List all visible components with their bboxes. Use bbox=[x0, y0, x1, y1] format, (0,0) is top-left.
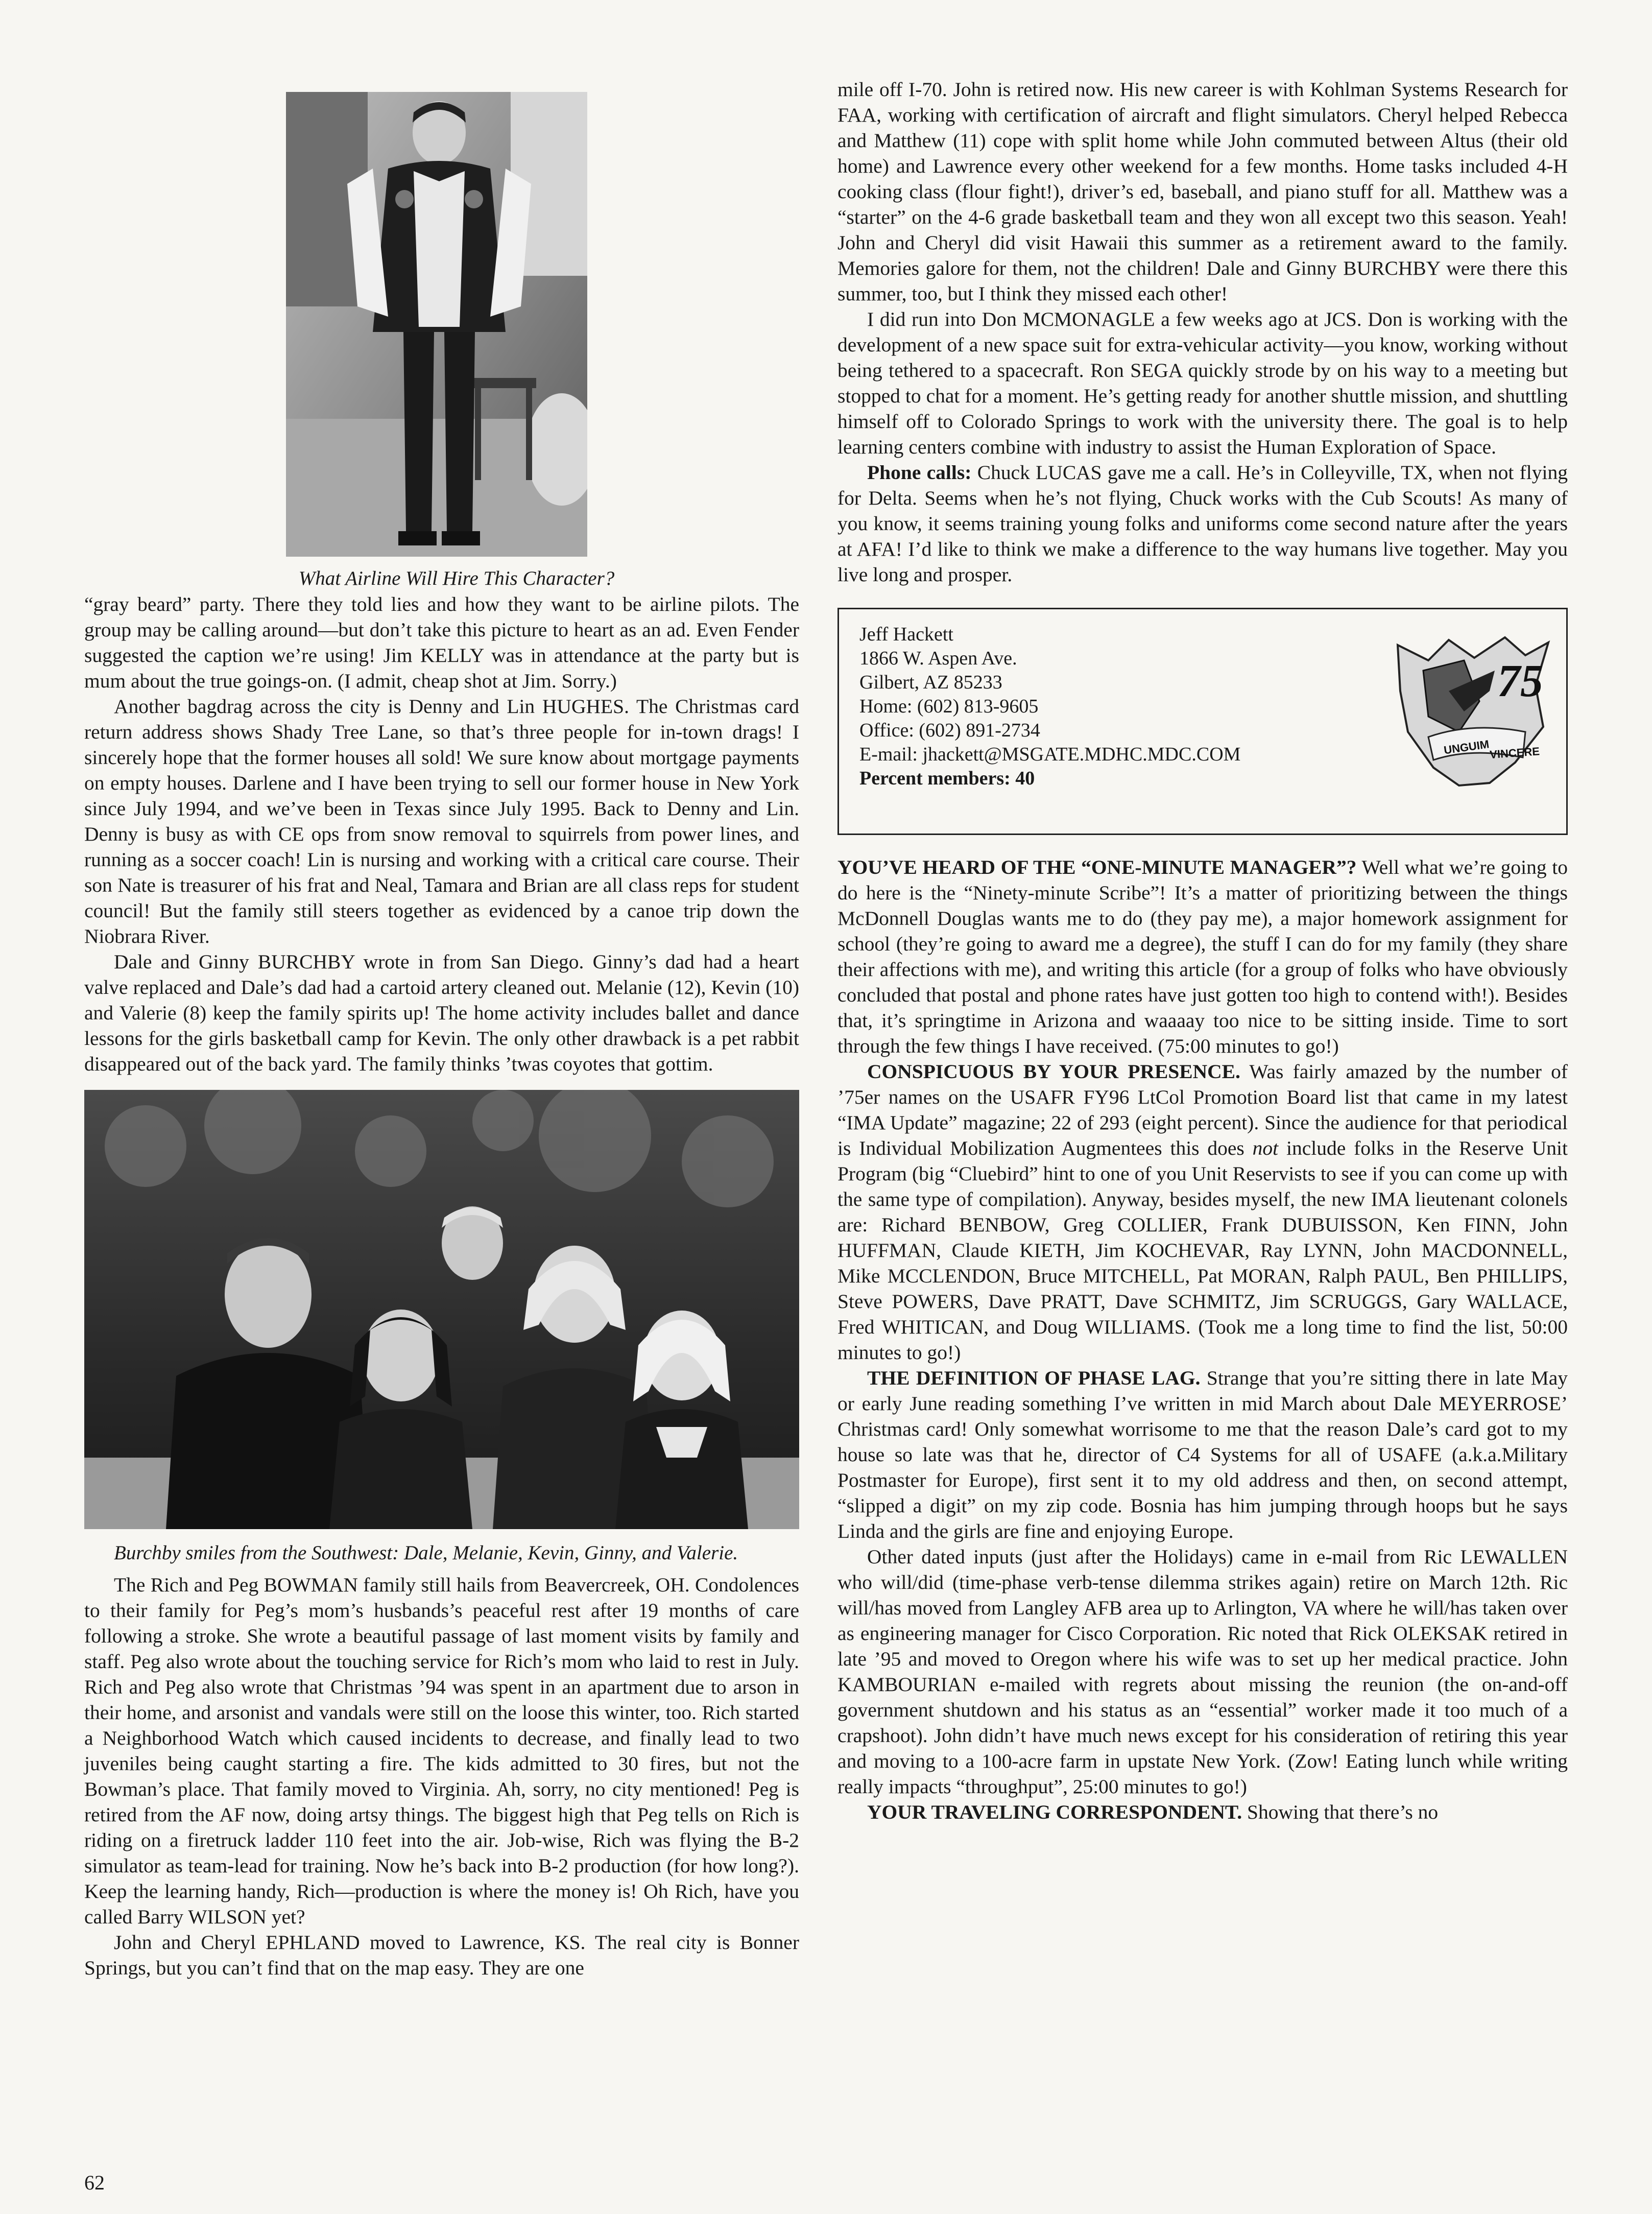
crest-year: 75 bbox=[1497, 656, 1543, 706]
page-number: 62 bbox=[84, 2171, 105, 2194]
left-column bbox=[84, 77, 799, 1981]
left-paragraph: Another bagdrag across the city is Denny and Lin HUGHES. The Christmas card return address shows Shady Tree Lane, so that’s three people for in-town drags! I sincerely hope that the former houses all sold! We sure know about mortgage payments on empty houses. Darlene and I have been trying to sell our former house in New York since July 1994, and we’ve been in Texas since July 1995. Back to Denny and Lin. Denny is busy as with CE ops from snow removal to squirrels from power lines, and running as a soccer coach! Lin is nursing and working with a critical care course. Their son Nate is treasurer of his frat and Neal, Tamara and Brian are all class reps for student council! But the family still steers together as evidenced by a canoe trip down the Niobrara River. bbox=[84, 695, 799, 947]
left-paragraph: Dale and Ginny BURCHBY wrote in from San Diego. Ginny’s dad had a heart valve replaced and Dale’s dad had a cartoid artery cleaned out. Melanie (12), Kevin (10) and Valerie (8) keep the family spirits up! The home activity includes ballet and dance lessons for the girls basketball camp for Kevin. The only other drawback is a pet rabbit disappeared out of the back yard. The family thinks ’twas coyotes that gottim. bbox=[84, 950, 799, 1075]
section-text-italic: not bbox=[1252, 1137, 1279, 1159]
photo-burchby-family-caption: Burchby smiles from the Southwest: Dale, Melanie, Kevin, Ginny, and Valerie. bbox=[114, 1542, 738, 1564]
right-paragraph: I did run into Don MCMONAGLE a few weeks ago at JCS. Don is working with the development of a new space suit for extra-vehicular activity—you know, working without being tethered to a spacecraft. Ron SEGA quickly strode by on his way to a meeting but stopped to chat for a moment. He’s getting ready for another shuttle mission, and shuttling himself off to Colorado Springs to work with the university there. The goal is to help learning centers combine with industry to assist the Human Exploration of Space. bbox=[837, 308, 1568, 458]
section-text: Strange that you’re sitting there in late May or early June reading something I’ve written in mid March about Dale MEYERROSE’ Christmas card! Only somewhat worrisome to me that the reason Dale’s card got to my house so late was that he, director of C4 Systems for all of USAFE (a.k.a.Military Postmaster for Europe), first sent it to my old address and then, on second attempt, “slipped a digit” on my zip code. Bosnia has him jumping through hoops but he says Linda and the girls are fine and enjoying Europe. bbox=[837, 1367, 1568, 1542]
contact-home-phone: Home: (602) 813-9605 bbox=[859, 696, 1039, 717]
right-paragraph: mile off I-70. John is retired now. His new career is with Kohlman Systems Research for FAA, working with certification of aircraft and flight simulators. Cheryl helped Rebecca and Matthew (11) cope with split home while John commuted between Altus (their old home) and Lawrence every other weekend for a few months. Home tasks included 4-H cooking class (flour fight!), driver’s ed, baseball, and piano stuff for all. Matthew was a “starter” on the 4-6 grade basketball team and they won all except two this season. Yeah! John and Cheryl did visit Hawaii this summer as a retirement award to the family. Memories galore for them, not the children! Dale and Ginny BURCHBY were there this summer, too, but I think they missed each other! bbox=[837, 78, 1568, 305]
class-crest-logo bbox=[1387, 630, 1556, 798]
section-text: Well what we’re going to do here is the “Ninety-minute Scribe”! It’s a matter of prioritizing between the things McDonnell Douglas wants me to do (they pay me), a major homework assignment for school (they’re going to award me a degree), the stuff I can do for my family (they share their affections with me), and writing this article (for a group of folks who have obviously concluded that postal and phone rates have just gotten too high to contend with!). Besides that, it’s springtime in Arizona and waaaay too nice to be sitting inside. Time to sort through the few things I have received. (75:00 minutes to go!) bbox=[837, 856, 1568, 1057]
section-text: Chuck LUCAS gave me a call. He’s in Colleyville, TX, when not flying for Delta. Seems when he’s not flying, Chuck works with the Cub Scouts! As many of you know, it seems training young folks and uniforms come second nature after the years at AFA! I’d like to think we make a difference to the way humans live together. May you live long and prosper. bbox=[837, 461, 1568, 586]
right-paragraph-phase-lag bbox=[837, 1365, 1568, 1544]
section-text: Was fairly amazed by the number of ’75er names on the USAFR FY96 LtCol Promotion Board list that came in my latest “IMA Update” magazine; 22 of 293 (eight percent). Since the audience for that periodical is Individual Mobilization Augmentees this does bbox=[837, 1060, 1568, 1159]
photo-airline-character bbox=[286, 92, 587, 557]
contact-email[interactable]: E-mail: jhackett@MSGATE.MDHC.MDC.COM bbox=[859, 744, 1241, 765]
photo-airline-character-image bbox=[286, 92, 587, 557]
contact-box bbox=[837, 608, 1568, 835]
section-heading: CONSPICUOUS BY YOUR PRESENCE. bbox=[867, 1060, 1240, 1083]
section-text: include folks in the Reserve Unit Program (big “Cluebird” hint to one of you Unit Reservists to see if you can come up with the same type of compilation). Anyway, besides myself, the new IMA lieutenant colonels are: Richard BENBOW, Greg COLLIER, Frank DUBUISSON, Ken FINN, John HUFFMAN, Claude KIETH, Jim KOCHEVAR, Ray LYNN, John MACDONNELL, Mike MCCLENDON, Bruce MITCHELL, Pat MORAN, Ralph PAUL, Ben PHILLIPS, Steve POWERS, Dave PRATT, Dave SCHMITZ, Jim SCRUGGS, Gary WALLACE, Fred WHITICAN, and Doug WILLIAMS. (Took me a long time to find the list, 50:00 minutes to go!) bbox=[837, 1137, 1568, 1364]
right-column bbox=[837, 77, 1568, 1825]
photo-burchby-family-image bbox=[84, 1090, 799, 1529]
crest-motto-2: VINCERE bbox=[1489, 745, 1540, 761]
photo-airline-character-caption: What Airline Will Hire This Character? bbox=[298, 567, 615, 589]
contact-percent-members: Percent members: 40 bbox=[859, 768, 1035, 789]
right-paragraph-one-minute-manager bbox=[837, 854, 1568, 1059]
section-text: Showing that there’s no bbox=[1242, 1801, 1439, 1823]
crest-motto-1: UNGUIM bbox=[1443, 737, 1490, 757]
right-paragraph-phone-calls bbox=[837, 460, 1568, 587]
photo-burchby-family bbox=[84, 1090, 799, 1529]
section-heading: Phone calls: bbox=[867, 461, 972, 484]
contact-street: 1866 W. Aspen Ave. bbox=[859, 648, 1017, 669]
left-paragraph: “gray beard” party. There they told lies and how they want to be airline pilots. The group may be calling around—but don’t take this picture to heart as an ad. Even Fender suggested the caption we’re using! Jim KELLY was in attendance at the party but is mum about the true goings-on. (I admit, cheap shot at Jim. Sorry.) bbox=[84, 593, 799, 692]
left-paragraph: John and Cheryl EPHLAND moved to Lawrence, KS. The real city is Bonner Springs, but you can’t find that on the map easy. They are one bbox=[84, 1931, 799, 1979]
right-paragraph-traveling-correspondent bbox=[837, 1799, 1568, 1825]
contact-city: Gilbert, AZ 85233 bbox=[859, 672, 1002, 693]
section-heading: YOUR TRAVELING CORRESPONDENT. bbox=[867, 1801, 1242, 1823]
section-heading: YOU’VE HEARD OF THE “ONE-MINUTE MANAGER”? bbox=[837, 856, 1357, 878]
section-heading: THE DEFINITION OF PHASE LAG. bbox=[867, 1367, 1201, 1389]
contact-name: Jeff Hackett bbox=[859, 624, 953, 645]
left-paragraph: The Rich and Peg BOWMAN family still hails from Beavercreek, OH. Condolences to their family for Peg’s mom’s husbands’s peaceful rest after 19 months of care following a stroke. She wrote a beautiful passage of last moment visits by family and staff. Peg also wrote about the touching service for Rich’s mom who laid to rest in July. Rich and Peg also wrote that Christmas ’94 was spent in an apartment due to arson in their home, and arsonist and vandals were still on the loose this winter, too. Rich started a Neighborhood Watch which caused incidents to decrease, and finally lead to two juveniles being caught starting a fire. The kids admitted to 30 fires, but not the Bowman’s place. That family moved to Virginia. Ah, sorry, no city mentioned! Peg is retired from the AF now, doing artsy things. The biggest high that Peg tells on Rich is riding on a firetruck ladder 110 feet into the air. Job-wise, Rich was flying the B-2 simulator as team-lead for training. Now he’s back into B-2 production (for how long?). Keep the learning handy, Rich—production is where the money is! Oh Rich, have you called Barry WILSON yet? bbox=[84, 1574, 799, 1928]
right-paragraph-other-inputs: Other dated inputs (just after the Holidays) came in e-mail from Ric LEWALLEN who will/did (time-phase verb-tense dilemma strikes again) retire on March 12th. Ric will/has moved from Langley AFB area up to Arlington, VA where he will/has taken over as engineering manager for Cisco Corporation. Ric noted that Rick OLEKSAK retired in late ’95 and moved to Oregon where his wife was to set up her medical practice. John KAMBOURIAN e-mailed with regrets about missing the reunion (the on-and-off government shutdown and his status as an “essential” worker made it too much of a crapshoot). John didn’t have much news except for his consideration of retiring this year and moving to a 100-acre farm in upstate New York. (Zow! Eating lunch while writing really impacts “throughput”, 25:00 minutes to go!) bbox=[837, 1545, 1568, 1798]
contact-office-phone: Office: (602) 891-2734 bbox=[859, 720, 1040, 741]
right-paragraph-conspicuous bbox=[837, 1059, 1568, 1365]
